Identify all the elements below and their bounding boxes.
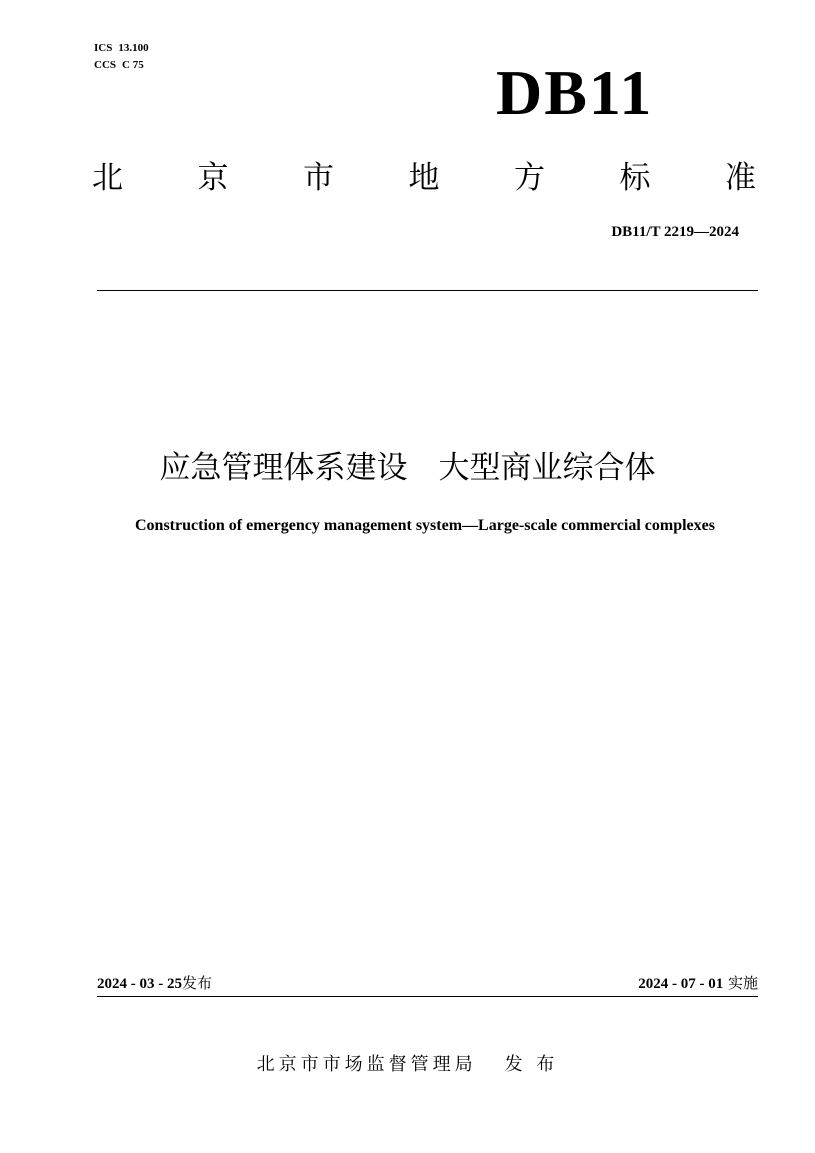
ccs-label: CCS — [94, 59, 117, 71]
ccs-row — [94, 57, 149, 74]
top-divider — [97, 290, 758, 291]
release-date: 2024 - 03 - 25 — [97, 976, 182, 992]
classification-codes — [94, 40, 149, 74]
ics-value: 13.100 — [118, 42, 149, 54]
title-chinese: 应急管理体系建设 大型商业综合体 — [159, 450, 656, 486]
standard-type-char: 准 — [725, 160, 756, 196]
ccs-value: C 75 — [122, 59, 144, 71]
date-row — [97, 972, 758, 995]
standard-type-char: 京 — [197, 160, 229, 196]
release-label: 发布 — [182, 974, 213, 992]
standard-type-char: 地 — [408, 160, 440, 196]
ics-row — [94, 40, 149, 57]
implement-date-group — [638, 972, 758, 995]
standard-type-heading — [92, 158, 756, 198]
db-standard-mark: DB11 — [496, 57, 654, 128]
implement-date: 2024 - 07 - 01 — [638, 976, 724, 992]
bottom-divider — [97, 996, 758, 997]
ics-label: ICS — [94, 42, 113, 54]
standard-type-char: 标 — [619, 160, 651, 196]
release-date-group — [97, 972, 212, 995]
publisher-line — [0, 1052, 815, 1078]
standard-type-char: 北 — [92, 160, 123, 196]
standard-number: DB11/T 2219—2024 — [611, 224, 739, 240]
publisher-action: 发 布 — [504, 1054, 559, 1075]
standard-type-char: 市 — [303, 160, 334, 196]
publisher-name: 北京市市场监督管理局 — [256, 1054, 477, 1075]
standard-type-char: 方 — [514, 160, 545, 196]
title-english: Construction of emergency management system—Large-scale commercial complexes — [135, 517, 715, 534]
implement-label: 实施 — [727, 974, 758, 992]
